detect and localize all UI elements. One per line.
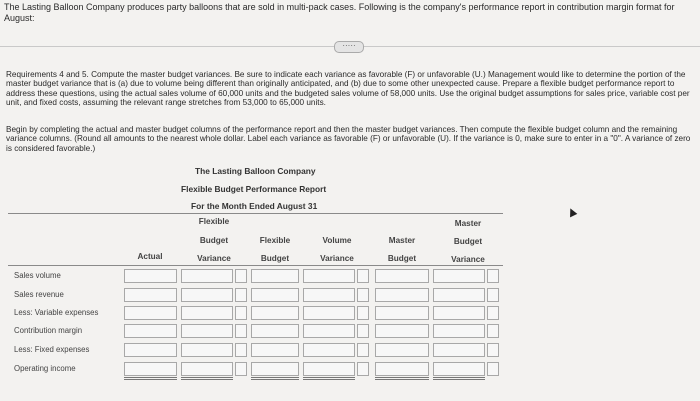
fu-select-master-var-row-5[interactable] [487,362,499,376]
input-flexible-row-4[interactable] [251,343,299,357]
instructions-text: Begin by completing the actual and master budget columns of the performance report and then the master budget variances. Then compute the flexible budget column and the remaining variance columns. (Round all amounts to the nearest whole dollar. Label each variance as favorable (F) or unfavorable (U). If the variance is 0, make sure to enter in a "0". A variance of zero is considered favorable.) [6,125,691,153]
input-master-row-1[interactable] [375,288,429,302]
fu-select-volume-row-5[interactable] [357,362,369,376]
report-title: Flexible Budget Performance Report [181,184,327,194]
input-master-row-3[interactable] [375,324,429,338]
input-master-row-0[interactable] [375,269,429,283]
fu-select-flex-var-row-4[interactable] [235,343,247,357]
input-master-var-row-4[interactable] [433,343,485,357]
fu-select-flex-var-row-0[interactable] [235,269,247,283]
fu-select-volume-row-2[interactable] [357,306,369,320]
input-master-row-2[interactable] [375,306,429,320]
header-bottom-line [8,265,503,266]
input-actual-row-5[interactable] [124,362,177,376]
report-period: For the Month Ended August 31 [191,201,318,211]
row-label-sales-volume: Sales volume [14,271,61,280]
intro-text: The Lasting Balloon Company produces party balloons that are sold in multi-pack cases. Following is the company's performance report in contribution margin format for August: [4,2,675,23]
double-underline [181,377,233,380]
input-master-row-4[interactable] [375,343,429,357]
fu-select-master-var-row-1[interactable] [487,288,499,302]
input-volume-row-5[interactable] [303,362,355,376]
input-volume-row-1[interactable] [303,288,355,302]
input-master-var-row-1[interactable] [433,288,485,302]
input-flex-var-row-4[interactable] [181,343,233,357]
input-flex-var-row-5[interactable] [181,362,233,376]
fu-select-master-var-row-2[interactable] [487,306,499,320]
col-master-l1: Master [388,236,416,245]
header-top-line [8,213,503,214]
col-master-l2: Budget [387,254,417,263]
col-master-var-l3: Variance [451,255,485,264]
input-volume-row-0[interactable] [303,269,355,283]
fu-select-master-var-row-4[interactable] [487,343,499,357]
fu-select-volume-row-1[interactable] [357,288,369,302]
col-master-var-l2: Budget [453,237,483,246]
input-flexible-row-0[interactable] [251,269,299,283]
row-label-sales-revenue: Sales revenue [14,290,64,299]
col-flex-var-l3: Variance [197,254,231,263]
input-master-var-row-5[interactable] [433,362,485,376]
row-label-variable-expenses: Less: Variable expenses [14,308,99,317]
input-volume-row-2[interactable] [303,306,355,320]
input-master-var-row-3[interactable] [433,324,485,338]
col-volume-l1: Volume [322,236,352,245]
input-flex-var-row-1[interactable] [181,288,233,302]
input-flexible-row-3[interactable] [251,324,299,338]
fu-select-flex-var-row-1[interactable] [235,288,247,302]
input-actual-row-1[interactable] [124,288,177,302]
col-flexible-l1: Flexible [259,236,291,245]
input-actual-row-4[interactable] [124,343,177,357]
col-flex-var-l2: Budget [199,236,229,245]
report-company: The Lasting Balloon Company [195,166,316,176]
input-flexible-row-1[interactable] [251,288,299,302]
input-flexible-row-2[interactable] [251,306,299,320]
fu-select-master-var-row-0[interactable] [487,269,499,283]
double-underline [303,377,355,380]
double-underline [375,377,429,380]
fu-select-volume-row-3[interactable] [357,324,369,338]
double-underline [251,377,299,380]
input-volume-row-3[interactable] [303,324,355,338]
fu-select-volume-row-4[interactable] [357,343,369,357]
double-underline [124,377,177,380]
fu-select-flex-var-row-2[interactable] [235,306,247,320]
row-label-operating-income: Operating income [14,364,76,373]
col-volume-l2: Variance [320,254,354,263]
input-actual-row-0[interactable] [124,269,177,283]
col-flexible-l2: Budget [260,254,290,263]
input-master-row-5[interactable] [375,362,429,376]
input-flex-var-row-3[interactable] [181,324,233,338]
mouse-cursor-icon [567,207,578,218]
col-flex-var-l1: Flexible [198,217,230,226]
input-master-var-row-0[interactable] [433,269,485,283]
double-underline [433,377,485,380]
fu-select-flex-var-row-3[interactable] [235,324,247,338]
fu-select-master-var-row-3[interactable] [487,324,499,338]
fu-select-volume-row-0[interactable] [357,269,369,283]
row-label-fixed-expenses: Less: Fixed expenses [14,345,90,354]
input-flexible-row-5[interactable] [251,362,299,376]
requirements-text: Requirements 4 and 5. Compute the master budget variances. Be sure to indicate each variance as favorable (F) or unfavorable (U.) Management would like to determine the portion of the master budget variance that is (a) due to volume being different than originally anticipated, and (b) due to some other unexpected cause. Prepare a flexible budget performance report to address these questions, using the actual sales volume of 60,000 units and the budgeted sales volume of 58,000 units. Use the original budget assumptions for sales price, variable cost per unit, and fixed costs, assuming the relevant range stretches from 53,000 to 65,000 units. [6,70,690,108]
col-master-var-l1: Master [454,219,482,228]
input-flex-var-row-2[interactable] [181,306,233,320]
input-master-var-row-2[interactable] [433,306,485,320]
input-volume-row-4[interactable] [303,343,355,357]
col-actual: Actual [137,252,163,261]
input-flex-var-row-0[interactable] [181,269,233,283]
fu-select-flex-var-row-5[interactable] [235,362,247,376]
row-label-contribution-margin: Contribution margin [14,326,83,335]
input-actual-row-3[interactable] [124,324,177,338]
input-actual-row-2[interactable] [124,306,177,320]
expand-more-button[interactable]: ····· [334,41,364,53]
